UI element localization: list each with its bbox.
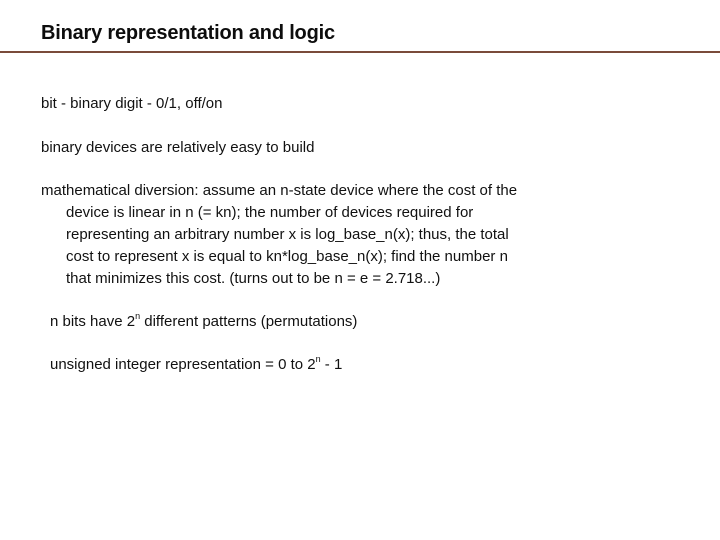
diversion-line-1: mathematical diversion: assume an n-state device where the cost of the [41, 182, 518, 199]
slide-title: Binary representation and logic [41, 22, 335, 44]
bit-patterns-line [50, 312, 357, 332]
diversion-line-5: that minimizes this cost. (turns out to be n = e = 2.718...) [66, 270, 441, 287]
unsigned-suffix: - 1 [320, 356, 343, 373]
diversion-line-4: cost to represent x is equal to kn*log_base_n(x); find the number n [66, 248, 508, 265]
diversion-line-3: representing an arbitrary number x is log_base_n(x); thus, the total [66, 226, 509, 243]
unsigned-range-line [50, 355, 342, 375]
bit-definition: bit - binary digit - 0/1, off/on [41, 95, 223, 112]
binary-devices-note: binary devices are relatively easy to build [41, 139, 315, 156]
patterns-suffix: different patterns (permutations) [140, 313, 358, 330]
patterns-exponent: n [135, 311, 141, 321]
unsigned-exponent: n [315, 354, 321, 364]
unsigned-prefix: unsigned integer representation = 0 to 2 [50, 356, 316, 373]
patterns-prefix: n bits have 2 [50, 313, 136, 330]
title-divider [0, 51, 720, 53]
diversion-line-2: device is linear in n (= kn); the number of devices required for [66, 204, 474, 221]
